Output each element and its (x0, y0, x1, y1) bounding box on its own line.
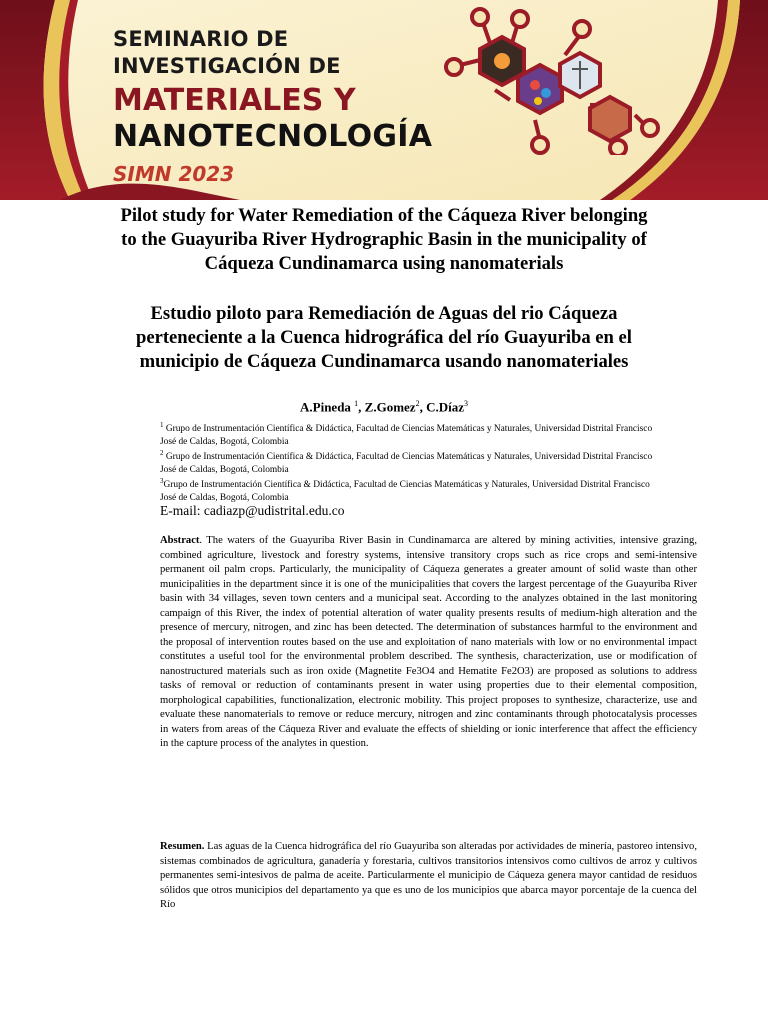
affiliation-line (160, 419, 720, 436)
author-list (0, 399, 768, 415)
abstract-text: . The waters of the Guayuriba River Basin in Cundinamarca are altered by mining activities, intensive grazing, combined agriculture, livestock and forestry systems, intensive transitory crops such as rice crops and semi-intensive permanent oil palm crops. Particularly, the municipality of Cáqueza generates a greater amount of solid waste than other municipalities in the department since it is one of the municipalities that covers the largest percentage of the Guayuriba River basin with 34 villages, seven town centers and a municipal seat. According to the analyzes obtained in the last monitoring campaign of this River, the index of potential alteration of water quality presents results of medium-high alteration and the presence of mercury, nitrogen, and zinc has been detected. The determination of substances harmful to the environment and the proposal of intervention routes based on the use and exploitation of nano materials with low or no environmental impact constitutes a useful tool for the environmental problem described. The synthesis, characterization, use or modification of nanostructured materials such as iron oxide (Magnetite Fe3O4 and Hematite Fe2O3) are proposed as solutions to address tasks of removal or reduction of contaminants present in water using properties due to their elemental composition, morphological capabilities, functionalization, electronic mobility. This project proposes to synthesize, characterize, use and evaluate these nanomaterials to remove or reduce mercury, nitrogen and zinc contaminants through photocatalysis processes in waters from areas of the Cáqueza River and evaluate the effects of shielding or ionic interference that affect the efficiency in the capture process of the analytes in question. (160, 535, 697, 749)
affiliation-line: José de Caldas, Bogotá, Colombia (160, 493, 289, 504)
banner-line-5: SIMN 2023 (113, 162, 235, 186)
resumen-label: Resumen. (160, 841, 205, 852)
author-name: Z.Gomez (364, 399, 416, 415)
molecule-graphic (440, 5, 670, 155)
resumen-text: Las aguas de la Cuenca hidrográfica del río Guayuriba son alteradas por actividades de minería, pastoreo intensivo, sistemas combinados de agricultura, ganadería y forestaria, cultivos transitorios intensivos como cultivos de arroz y cultivos permanentes semi-intesivos de palma de aceite. Particularmente el municipio de Cáqueza genera mayor cantidad de residuos sólidos que otros municipios del departamento ya que es uno de los municipios que abarca mayor porcentaje de la cuenca del Río (160, 841, 697, 910)
affiliation-superscript: 3 (160, 477, 164, 485)
author-superscript: 3 (464, 399, 468, 408)
author-name: A.Pineda (300, 399, 351, 415)
affiliation-line (160, 447, 720, 464)
affiliation-line: José de Caldas, Bogotá, Colombia (160, 437, 289, 448)
title-spanish-line: municipio de Cáqueza Cundinamarca usando nanomateriales (139, 351, 629, 372)
affiliation-line: José de Caldas, Bogotá, Colombia (160, 465, 289, 476)
affiliation (160, 475, 720, 506)
affiliation-superscript: 1 (160, 421, 164, 429)
title-english-line: Pilot study for Water Remediation of the Cáqueza River belonging (120, 205, 648, 226)
conference-banner (0, 0, 768, 200)
author-superscript: 1 (354, 399, 359, 408)
title-english-line: Cáqueza Cundinamarca using nanomaterials (204, 253, 564, 274)
banner-title (113, 26, 432, 187)
affiliation-text: Grupo de Instrumentación Científica & Didáctica, Facultad de Ciencias Matemáticas y Naturales, Universidad Distrital Francisco (163, 452, 653, 463)
banner-line-4: NANOTECNOLOGÍA (113, 119, 433, 154)
title-spanish-line: perteneciente a la Cuenca hidrográfica del río Guayuriba en el (136, 327, 632, 348)
banner-line-3: MATERIALES Y (113, 83, 356, 118)
affiliation (160, 419, 720, 450)
title-spanish-line: Estudio piloto para Remediación de Aguas del rio Cáqueza (150, 303, 618, 324)
title-english (40, 204, 728, 276)
affiliation (160, 447, 720, 478)
affiliation-text: Grupo de Instrumentación Científica & Didáctica, Facultad de Ciencias Matemáticas y Naturales, Universidad Distrital Francisco (163, 424, 653, 435)
affiliation-text: Grupo de Instrumentación Científica & Didáctica, Facultad de Ciencias Matemáticas y Naturales, Universidad Distrital Francisco (163, 480, 650, 491)
banner-line-1: SEMINARIO DE (113, 27, 289, 51)
title-spanish (40, 302, 728, 374)
contact-email: E-mail: cadiazp@udistrital.edu.co (160, 503, 345, 518)
title-english-line: to the Guayuriba River Hydrographic Basin in the municipality of (121, 229, 647, 250)
abstract-label: Abstract (160, 535, 200, 546)
author-separator: , (419, 399, 427, 415)
banner-line-2: INVESTIGACIÓN DE (113, 54, 341, 78)
affiliation-line (160, 475, 720, 492)
author-name: C.Díaz (426, 399, 464, 415)
affiliation-superscript: 2 (160, 449, 164, 457)
author-superscript: 2 (415, 399, 420, 408)
author-separator: , (358, 399, 365, 415)
abstract-paragraph (160, 534, 697, 752)
resumen-paragraph (160, 840, 697, 913)
